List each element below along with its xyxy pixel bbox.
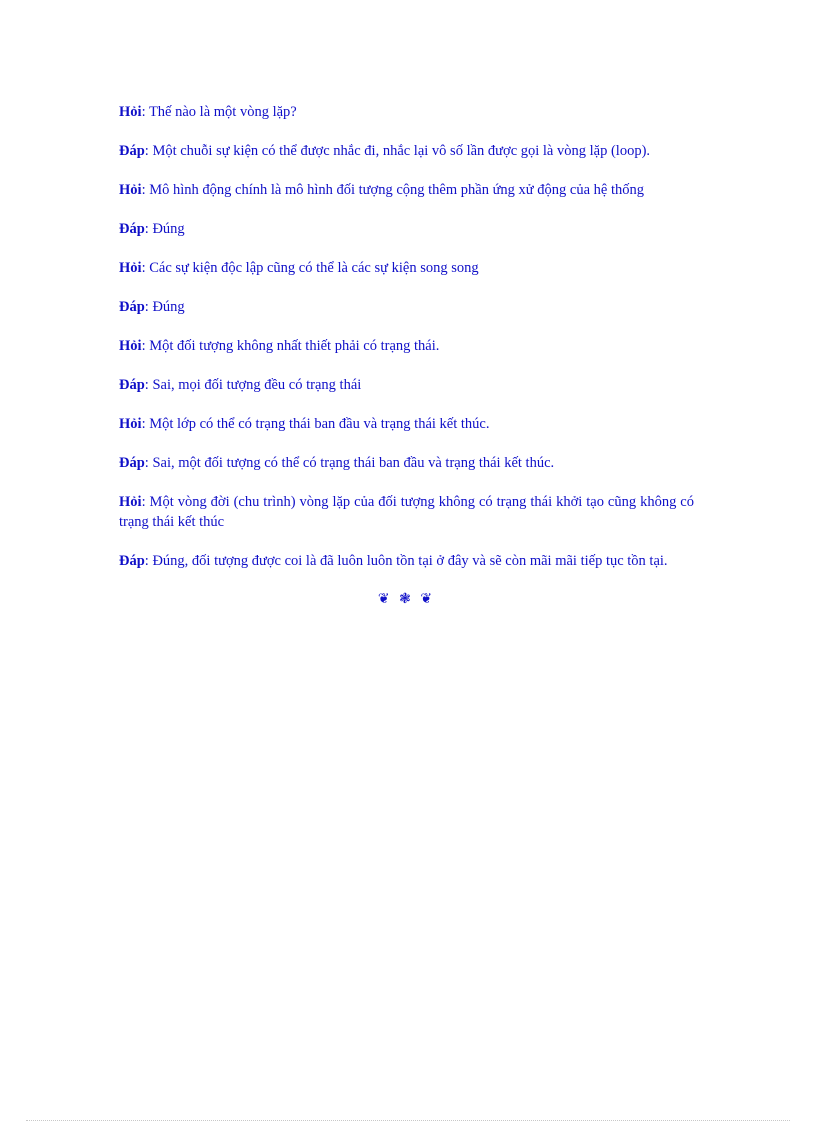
qa-label: Đáp [119, 553, 145, 569]
qa-label: Hỏi [119, 338, 142, 354]
qa-text: : Thế nào là một vòng lặp? [141, 104, 297, 120]
qa-item [119, 141, 694, 161]
qa-item [119, 102, 694, 122]
qa-label: Hỏi [119, 494, 142, 510]
qa-item [119, 180, 694, 200]
qa-content [119, 102, 694, 610]
qa-item [119, 551, 694, 571]
qa-item [119, 375, 694, 395]
qa-label: Hỏi [119, 182, 142, 198]
qa-text: : Sai, một đối tượng có thể có trạng thái ban đầu và trạng thái kết thúc. [144, 455, 555, 471]
qa-label: Đáp [119, 455, 145, 471]
qa-item [119, 219, 694, 239]
qa-text: : Đúng [144, 221, 185, 237]
qa-text: : Các sự kiện độc lập cũng có thể là các sự kiện song song [141, 260, 479, 276]
qa-item [119, 297, 694, 317]
qa-label: Đáp [119, 143, 145, 159]
qa-label: Đáp [119, 299, 145, 315]
qa-item [119, 453, 694, 473]
qa-label: Hỏi [119, 260, 142, 276]
page-bottom-border [26, 1120, 790, 1121]
qa-item [119, 336, 694, 356]
qa-text: : Đúng [144, 299, 185, 315]
qa-text: : Một đối tượng không nhất thiết phải có trạng thái. [141, 338, 440, 354]
qa-label: Hỏi [119, 104, 142, 120]
qa-item [119, 414, 694, 434]
qa-text: : Một chuỗi sự kiện có thể được nhắc đi, nhắc lại vô số lần được gọi là vòng lặp (loop). [144, 143, 651, 159]
qa-text: : Mô hình động chính là mô hình đối tượng cộng thêm phần ứng xử động của hệ thống [141, 182, 645, 198]
qa-label: Đáp [119, 377, 145, 393]
qa-label: Hỏi [119, 416, 142, 432]
qa-text: : Sai, mọi đối tượng đều có trạng thái [144, 377, 362, 393]
qa-label: Đáp [119, 221, 145, 237]
qa-item [119, 258, 694, 278]
qa-text: : Một lớp có thể có trạng thái ban đầu và trạng thái kết thúc. [141, 416, 490, 432]
qa-item [119, 492, 694, 532]
section-end-ornament-icon: ❦ ❃ ❦ [377, 592, 436, 607]
qa-text: : Một vòng đời (chu trình) vòng lặp của đối tượng không có trạng thái khởi tạo cũng không có trạng thái kết thúc [119, 494, 694, 530]
qa-text: : Đúng, đối tượng được coi là đã luôn luôn tồn tại ở đây và sẽ còn mãi mãi tiếp tục tồn tại. [144, 553, 668, 569]
